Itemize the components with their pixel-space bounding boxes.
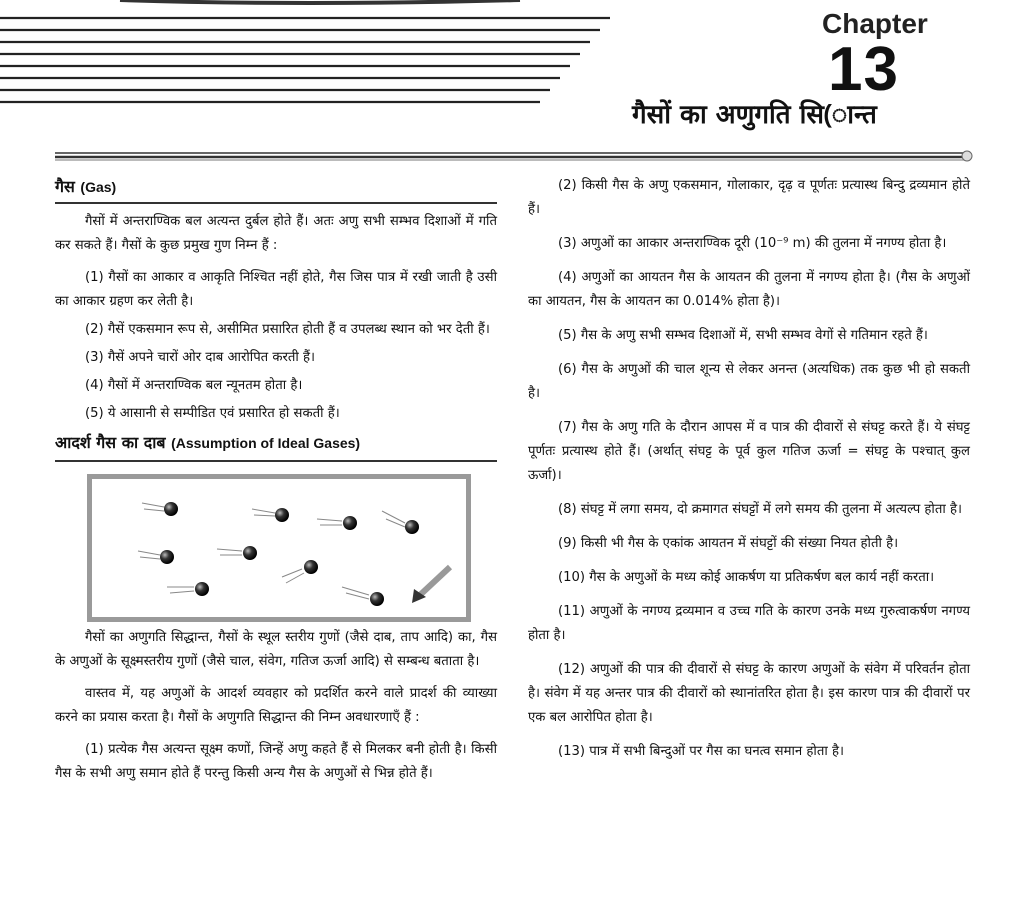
gas-property-5: (5) ये आसानी से सम्पीडित एवं प्रसारित हो सकती हैं। [85, 406, 340, 421]
assumption-1: (1) प्रत्येक गैस अत्यन्त सूक्ष्म कणों, जिन्हें अणु कहते हैं से मिलकर बनी होती है। किसी गैस के सभी अणु समान होते हैं परन्तु किसी अन्य गैस के अणुओं से भिन्न होते हैं। [55, 742, 497, 781]
gas-property-4: (4) गैसों में अन्तराण्विक बल न्यूनतम होता है। [85, 378, 303, 393]
assumption-4: (4) अणुओं का आयतन गैस के आयतन की तुलना में नगण्य होता है। (गैस के अणुओं का आयतन, गैस के आयतन का 0.014% होता है)। [528, 270, 970, 309]
assumption-6: (6) गैस के अणुओं की चाल शून्य से लेकर अनन्त (अत्यधिक) तक कुछ भी हो सकती है। [528, 362, 970, 401]
section-heading-gas: गैस (Gas) [55, 174, 497, 204]
assumption-10: (10) गैस के अणुओं के मध्य कोई आकर्षण या प्रतिकर्षण बल कार्य नहीं करता। [558, 570, 935, 585]
right-column [528, 174, 970, 774]
assumption-7: (7) गैस के अणु गति के दौरान आपस में व पात्र की दीवारों से संघट्ट करते हैं। ये संघट्ट पूर्णतः प्रत्यास्थ होते हैं। (अर्थात् संघट्ट के पूर्व कुल गतिज ऊर्जा = संघट्ट के पश्चात् कुल ऊर्जा)। [528, 420, 970, 483]
chapter-title: गैसों का अणुगति सि(ान्त [632, 100, 877, 130]
left-column [55, 174, 497, 794]
assumption-2: (2) किसी गैस के अणु एकसमान, गोलाकार, दृढ़ व पूर्णतः प्रत्यास्थ बिन्दु द्रव्यमान होते हैं। [528, 178, 970, 217]
assumption-8: (8) संघट्ट में लगा समय, दो क्रमागत संघट्टों में लगे समय की तुलना में अत्यल्प होता है। [558, 502, 962, 517]
assumption-12: (12) अणुओं की पात्र की दीवारों से संघट्ट के कारण अणुओं के संवेग में परिवर्तन होता है। संवेग में यह अन्तर पात्र की दीवारों को स्थानांतरित होता है। इस कारण पात्र की दीवारों पर एक बल आरोपित होता है। [528, 662, 970, 725]
assumptions-intro-paragraph: वास्तव में, यह अणुओं के आदर्श व्यवहार को प्रदर्शित करने वाले प्रादर्श की व्याख्या करने का प्रयास करता है। गैसों के अणुगति सिद्धान्त की निम्न अवधारणाएँ हैं : [55, 686, 497, 725]
assumption-5: (5) गैस के अणु सभी सम्भव दिशाओं में, सभी सम्भव वेगों से गतिमान रहते हैं। [558, 328, 928, 343]
gas-molecules-figure [87, 474, 471, 622]
gas-property-1: (1) गैसों का आकार व आकृति निश्चित नहीं होते, गैस जिस पात्र में रखी जाती है उसी का आकार ग्रहण कर लेती है। [55, 270, 497, 309]
assumption-9: (9) किसी भी गैस के एकांक आयतन में संघट्टों की संख्या नियत होती है। [558, 536, 899, 551]
header-decorative-lines [0, 0, 640, 130]
chapter-number: 13 [828, 35, 899, 104]
gas-intro-paragraph: गैसों में अन्तराण्विक बल अत्यन्त दुर्बल होते हैं। अतः अणु सभी सम्भव दिशाओं में गति कर सकते हैं। गैसों के कुछ प्रमुख गुण निम्न हैं : [55, 214, 497, 253]
chapter-label: Chapter [822, 8, 928, 39]
gas-property-3: (3) गैसें अपने चारों ओर दाब आरोपित करती हैं। [85, 350, 316, 365]
section-heading-ideal-gas: आदर्श गैस का दाब (Assumption of Ideal Gases) [55, 430, 497, 462]
gas-molecules-illustration [92, 479, 466, 617]
assumption-13: (13) पात्र में सभी बिन्दुओं पर गैस का घनत्व समान होता है। [558, 744, 844, 759]
header-rule [55, 150, 973, 162]
assumption-3: (3) अणुओं का आकार अन्तराण्विक दूरी (10⁻⁹ m) की तुलना में नगण्य होता है। [558, 236, 947, 251]
assumption-11: (11) अणुओं के नगण्य द्रव्यमान व उच्च गति के कारण उनके मध्य गुरुत्वाकर्षण नगण्य होता है। [528, 604, 970, 643]
gas-property-2: (2) गैसें एकसमान रूप से, असीमित प्रसारित होती हैं व उपलब्ध स्थान को भर देती हैं। [85, 322, 490, 337]
kinetic-theory-paragraph: गैसों का अणुगति सिद्धान्त, गैसों के स्थूल स्तरीय गुणों (जैसे दाब, ताप आदि) का, गैस के अणुओं के सूक्ष्मस्तरीय गुणों (जैसे चाल, संवेग, गतिज ऊर्जा आदि) से सम्बन्ध बताता है। [55, 630, 497, 669]
